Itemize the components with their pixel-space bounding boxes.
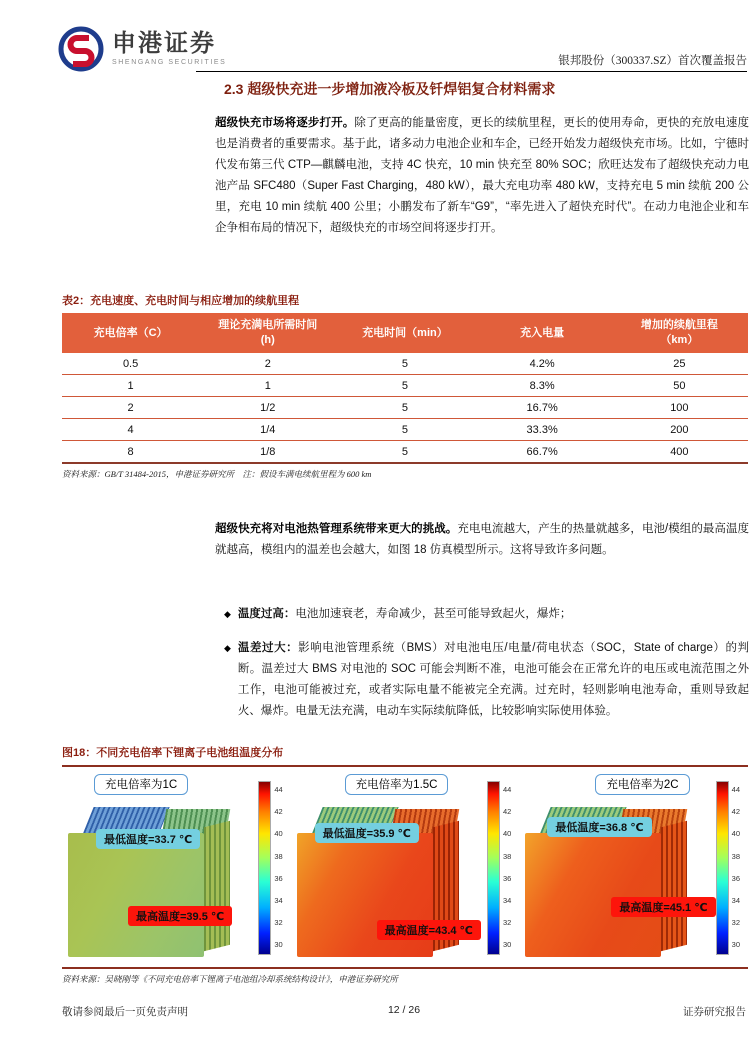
module-side-fins bbox=[661, 821, 687, 951]
table-row: 1 1 5 8.3% 50 bbox=[62, 375, 748, 397]
column-header: 理论充满电所需时间 (h) bbox=[199, 313, 336, 353]
colorbar-gradient bbox=[716, 781, 729, 955]
module-front-face bbox=[525, 833, 661, 957]
min-temp-badge: 最低温度=35.9 ℃ bbox=[315, 823, 419, 843]
colorbar bbox=[716, 781, 740, 953]
document-title: 银邦股份（300337.SZ）首次覆盖报告 bbox=[558, 55, 747, 67]
bullet-label: 温差过大： bbox=[237, 642, 299, 654]
colorbar bbox=[487, 781, 511, 953]
diamond-bullet-icon: ◆ bbox=[224, 643, 231, 653]
bullet-list bbox=[224, 604, 749, 735]
table2-block bbox=[62, 292, 748, 480]
list-item-temp-diff bbox=[224, 638, 749, 722]
colorbar-gradient bbox=[487, 781, 500, 955]
column-header: 充电时间（min） bbox=[336, 313, 473, 353]
table-row: 8 1/8 5 66.7% 400 bbox=[62, 441, 748, 464]
column-header: 充电倍率（C） bbox=[62, 313, 199, 353]
brand-text bbox=[112, 32, 226, 66]
colorbar-ticks: 44 42 40 38 36 34 32 30 bbox=[503, 785, 512, 950]
paragraph-market-opening bbox=[215, 113, 749, 239]
figure18-title: 图18：不同充电倍率下锂离子电池组温度分布 bbox=[62, 747, 284, 759]
module-front-face bbox=[68, 833, 204, 957]
colorbar-ticks: 44 42 40 38 36 34 32 30 bbox=[731, 785, 741, 950]
table2-title: 表2：充电速度、充电时间与相应增加的续航里程 bbox=[62, 295, 300, 307]
table-row: 0.5 2 5 4.2% 25 bbox=[62, 353, 748, 375]
bullet-text: 电池加速衰老，寿命减少，甚至可能导致起火，爆炸； bbox=[295, 608, 572, 620]
paragraph-body: 除了更高的能量密度，更长的续航里程，更长的使用寿命，更快的充放电速度也是消费者的重要需求。基于此，诸多动力电池企业和车企，已经开始发力超级快充市场。比如，宁德时代发布第三代 CTP—麒麟电池，支持 4C 快充，10 min 快充至 80% SOC；欣旺达发布了超级快充动力电池产品 SFC480（Super Fast Charging，480 kW），最大充电功率 480 kW，支持充电 5 min 续航 200 公里，充电 10 min 续航 400 公里；小鹏发布了新车“G9”，“率先进入了超快充时代”。在动力电池企业和车企争相布局的情况下，超级快充的市场空间将逐步打开。 bbox=[215, 117, 750, 234]
paragraph-body: 充电电流越大，产生的热量就越多，电池/模组的最高温度就越高，模组内的温差也会越大，如图 18 仿真模型所示。这将导致许多问题。 bbox=[215, 523, 749, 556]
column-header: 充入电量 bbox=[474, 313, 611, 353]
header-divider bbox=[196, 71, 747, 72]
paragraph-thermal-challenge bbox=[215, 519, 749, 561]
charging-rate-table bbox=[62, 313, 748, 464]
heatmap-panel-1c bbox=[62, 767, 291, 964]
panel-rate-label: 充电倍率为2C bbox=[595, 774, 689, 795]
panel-rate-label: 充电倍率为1.5C bbox=[345, 774, 449, 795]
max-temp-badge: 最高温度=45.1 ℃ bbox=[611, 897, 715, 917]
section-heading: 2.3 超级快充进一步增加液冷板及钎焊铝复合材料需求 bbox=[224, 81, 556, 97]
figure-bottom-divider bbox=[62, 967, 748, 969]
heatmap-panel-1-5c bbox=[291, 767, 520, 964]
page-number: 12 / 26 bbox=[387, 1004, 421, 1016]
table-row: 2 1/2 5 16.7% 100 bbox=[62, 397, 748, 419]
heatmap-panel-2c bbox=[519, 767, 748, 964]
brand-logo bbox=[58, 26, 226, 72]
bullet-label: 温度过高： bbox=[237, 608, 296, 620]
footer-disclaimer: 敬请参阅最后一页免责声明 bbox=[62, 1007, 188, 1018]
colorbar bbox=[258, 781, 282, 953]
diamond-bullet-icon: ◆ bbox=[224, 609, 231, 619]
table-header-row bbox=[62, 313, 748, 353]
bullet-text: 影响电池管理系统（BMS）对电池电压/电量/荷电状态（SOC，State of charge）的判断。温差过大 BMS 对电池的 SOC 可能会判断不准，电池可能会在正常允许的电压或电流范围之外工作，电池可能被过充，或者实际电量不能被完全充满。过充时，轻则影响电池寿命，重则导致起火、爆炸。电量无法充满，电动车实际续航降低，比较影响实际使用体验。 bbox=[237, 642, 749, 717]
list-item-overheat bbox=[224, 604, 749, 625]
figure18-block bbox=[62, 744, 748, 985]
table-row: 4 1/4 5 33.3% 200 bbox=[62, 419, 748, 441]
max-temp-badge: 最高温度=43.4 ℃ bbox=[377, 920, 481, 940]
figure18-source: 资料来源：吴晓刚等《不同充电倍率下锂离子电池组冷却系统结构设计》，申港证券研究所 bbox=[62, 974, 398, 984]
shengang-logo-icon bbox=[58, 26, 104, 72]
footer-report-type: 证券研究报告 bbox=[683, 1007, 746, 1018]
module-side-fins bbox=[204, 821, 230, 951]
panel-rate-label: 充电倍率为1C bbox=[94, 774, 188, 795]
min-temp-badge: 最低温度=36.8 ℃ bbox=[547, 817, 651, 837]
min-temp-badge: 最低温度=33.7 ℃ bbox=[96, 829, 200, 849]
max-temp-badge: 最高温度=39.5 ℃ bbox=[128, 906, 232, 926]
colorbar-gradient bbox=[258, 781, 271, 955]
brand-name-cn: 申港证券 bbox=[112, 30, 216, 57]
column-header: 增加的续航里程 （km） bbox=[611, 313, 748, 353]
paragraph-lead: 超级快充市场将逐步打开。 bbox=[215, 117, 355, 129]
heatmap-panels bbox=[62, 767, 748, 964]
colorbar-ticks: 44 42 40 38 36 34 32 30 bbox=[274, 785, 283, 950]
brand-name-en: SHENGANG SECURITIES bbox=[112, 59, 227, 66]
table2-source: 资料来源：GB/T 31484-2015，申港证券研究所 注：假设车满电续航里程为 600 km bbox=[62, 469, 372, 479]
paragraph-lead: 超级快充将对电池热管理系统带来更大的挑战。 bbox=[215, 523, 458, 535]
